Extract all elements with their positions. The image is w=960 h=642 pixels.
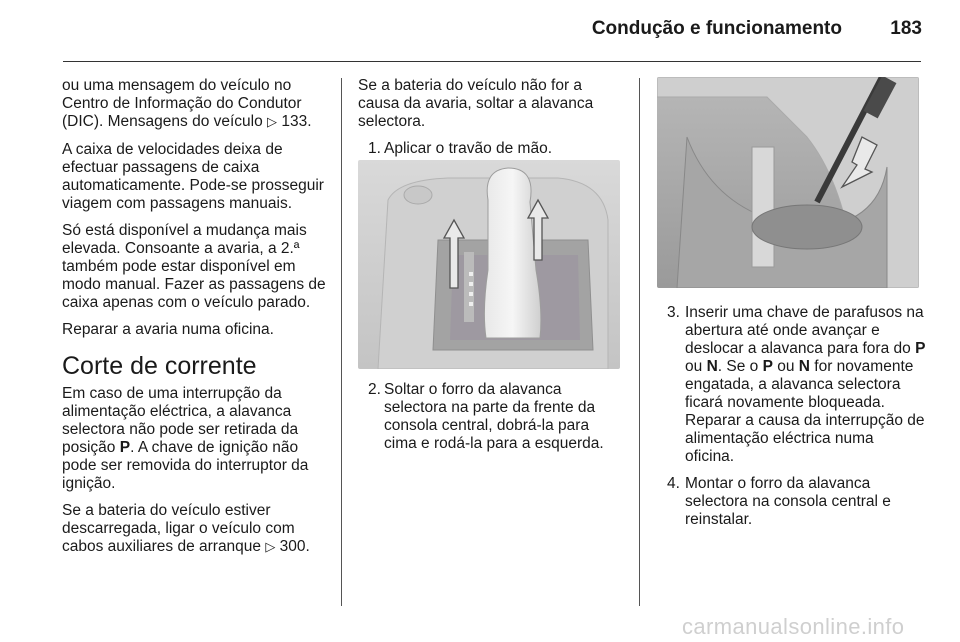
page-reference-link[interactable]: 300. (279, 538, 310, 555)
illustration-gear-lever (358, 160, 620, 369)
paragraph-highest-gear: Só está disponível a mudança mais elevada. Consoante a avaria, a 2.ª também pode estar disponível em modo manual. Fazer as passagens de caixa apenas com o veículo parado. (62, 222, 326, 311)
illustration-screwdriver-release (657, 77, 919, 288)
page-reference-arrow-icon: ▷ (265, 540, 276, 555)
text-column-2-lower (358, 381, 626, 462)
page-number: 183 (890, 18, 922, 39)
step-4: 4. Montar o forro da alavanca selectora na consola central e reinstalar. (667, 475, 891, 528)
step-3: 3. Inserir uma chave de parafusos na abertura até onde avançar e deslocar a alavanca para fora do P ou N. Se o P ou N for novamente engatada, a alavanca selectora ficará novamente bloqueada. Reparar a causa da interrupção de alimentação eléctrica numa oficina. (667, 304, 926, 465)
step-2: 2. Soltar o forro da alavanca selectora na parte da frente da consola central, dobrá-la para cima e rodá-la para a esquerda. (368, 381, 604, 452)
paragraph-repair: Reparar a avaria numa oficina. (62, 321, 274, 338)
page-reference-arrow-icon: ▷ (267, 115, 278, 130)
watermark: carmanualsonline.info (682, 614, 905, 639)
paragraph-manual-shift: A caixa de velocidades deixa de efectuar passagens de caixa automaticamente. Pode-se prosseguir viagem com passagens manuais. (62, 141, 324, 212)
column-divider-left (341, 78, 342, 606)
page-header-title: Condução e funcionamento (591, 18, 842, 39)
section-heading: Corte de corrente (62, 352, 257, 380)
page-reference-link[interactable]: 133. (281, 113, 312, 130)
header-divider (63, 61, 921, 62)
paragraph-jump-start: Se a bateria do veículo estiver descarregada, ligar o veículo com cabos auxiliares de arranque ▷ 300. (62, 502, 310, 555)
text-column-2 (358, 77, 626, 167)
step-1: 1. Aplicar o travão de mão. (368, 140, 553, 157)
text-column-1 (62, 77, 330, 566)
column-divider-right (639, 78, 640, 606)
paragraph-power-cut: Em caso de uma interrupção da alimentação eléctrica, a alavanca selectora não pode ser retirada da posição P. A chave de ignição não pode ser removida do interruptor da ignição. (62, 385, 309, 492)
paragraph-release-lever: Se a bateria do veículo não for a causa da avaria, soltar a alavanca selectora. (358, 77, 594, 130)
paragraph-dic-message: ou uma mensagem do veículo no Centro de Informação do Condutor (DIC). Mensagens do veículo ▷ 133. (62, 77, 312, 130)
text-column-3 (659, 304, 927, 538)
